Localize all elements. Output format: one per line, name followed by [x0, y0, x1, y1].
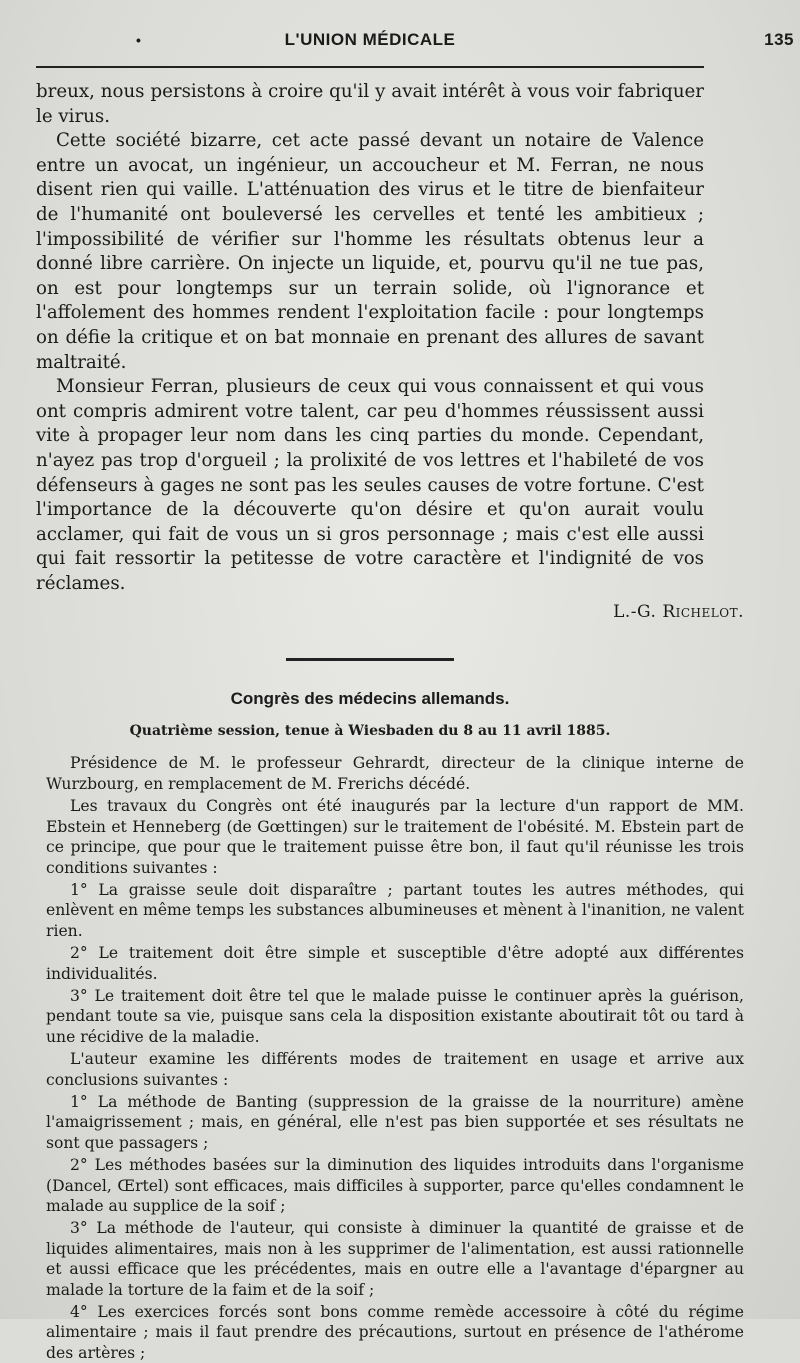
- list-item: 3° Le traitement doit être tel que le malade puisse le continuer après la guérison, pendant toute sa vie, puisque sans cela la disposition existante aboutirait tôt ou tard à une récidive de la maladie.: [46, 986, 744, 1046]
- journal-title: L'UNION MÉDICALE: [284, 30, 456, 49]
- author-signature: L.-G. Richelot.: [613, 602, 744, 623]
- running-header: [36, 30, 794, 58]
- list-item: 4° Les exercices forcés sont bons comme remède accessoire à côté du régime alimentaire ; mais il faut prendre des précautions, surtout en présence de l'athérome des artères ;: [46, 1303, 744, 1362]
- header-dot: •: [136, 32, 142, 48]
- section-subtitle: Quatrième session, tenue à Wiesbaden du 8 au 11 avril 1885.: [129, 723, 611, 740]
- paragraph: Les travaux du Congrès ont été inaugurés par la lecture d'un rapport de MM. Ebstein et Henneberg (de Gœttingen) sur le traitement de l'obésité. M. Ebstein part de ce principe, que pour que le traitement puisse être bon, il faut qu'il réunisse les trois conditions suivantes :: [46, 797, 744, 877]
- list-item: 1° La graisse seule doit disparaître ; partant toutes les autres méthodes, qui enlèvent en même temps les substances albumineuses et mènent à l'inanition, ne valent rien.: [46, 880, 744, 940]
- list-item: 3° La méthode de l'auteur, qui consiste à diminuer la quantité de graisse et de liquides alimentaires, mais non à les supprimer de l'alimentation, est aussi rationnelle et aussi efficace que les précédentes, mais en outre elle a l'avantage d'épargner au malade la torture de la faim et de la soif ;: [46, 1219, 744, 1299]
- section-divider: [286, 658, 454, 661]
- header-rule: [36, 66, 704, 68]
- article-ferran: [36, 80, 744, 623]
- paragraph: Monsieur Ferran, plusieurs de ceux qui vous connaissent et qui vous ont compris admirent votre talent, car peu d'hommes réussissent aussi vite à propager leur nom dans les cinq parties du monde. Cependant, n'ayez pas trop d'orgueil ; la prolixité de vos lettres et l'habileté de vos défenseurs à gages ne sont pas les seules causes de votre fortune. C'est l'importance de la découverte qu'on désire et qu'on aurait voulu acclamer, qui fait de vous un si gros personnage ; mais c'est elle aussi qui fait ressortir la petitesse de votre caractère et l'indignité de vos réclames.: [36, 376, 704, 594]
- article-congres: [46, 753, 744, 1363]
- paragraph: breux, nous persistons à croire qu'il y avait intérêt à vous voir fabriquer le virus.: [36, 81, 704, 127]
- paragraph: L'auteur examine les différents modes de traitement en usage et arrive aux conclusions suivantes :: [46, 1050, 744, 1089]
- paragraph: Présidence de M. le professeur Gehrardt, directeur de la clinique interne de Wurzbourg, en remplacement de M. Frerichs décédé.: [46, 754, 744, 793]
- paragraph: Cette société bizarre, cet acte passé devant un notaire de Valence entre un avocat, un ingénieur, un accoucheur et M. Ferran, ne nous disent rien qui vaille. L'atténuation des virus et le titre de bienfaiteur de l'humanité ont bouleversé les cervelles et tenté les ambitieux ; l'impossibilité de vérifier sur l'homme les résultats obtenus leur a donné libre carrière. On injecte un liquide, et, pourvu qu'il ne tue pas, on est pour longtemps sur un terrain solide, où l'ignorance et l'affolement des hommes rendent l'exploitation facile : pour longtemps on défie la critique et on bat monnaie en prenant des allures de savant maltraité.: [36, 130, 704, 373]
- list-item: 1° La méthode de Banting (suppression de la graisse de la nourriture) amène l'amaigrissement ; mais, en général, elle n'est pas bien supportée et ses résultats ne sont que passagers ;: [46, 1092, 744, 1152]
- list-item: 2° Le traitement doit être simple et susceptible d'être adopté aux différentes individualités.: [46, 944, 744, 983]
- section-title: Congrès des médecins allemands.: [230, 689, 510, 709]
- list-item: 2° Les méthodes basées sur la diminution des liquides introduits dans l'organisme (Dancel, Œrtel) sont efficaces, mais difficiles à supporter, parce qu'elles condamnent le malade au supplice de la soif ;: [46, 1156, 744, 1215]
- page-number: 135: [764, 30, 794, 49]
